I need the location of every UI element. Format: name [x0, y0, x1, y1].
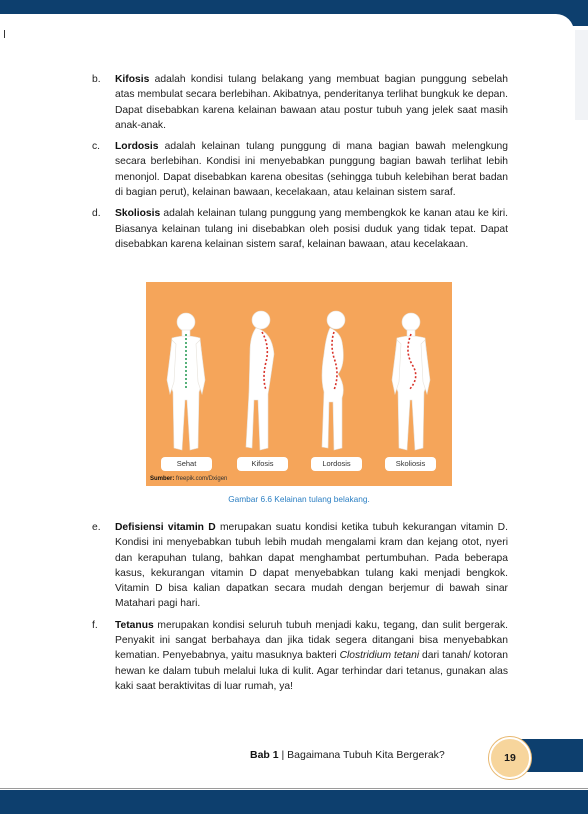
- footer-chapter: Bab 1: [250, 749, 279, 761]
- item-text: [115, 618, 508, 694]
- item-term: Skoliosis: [115, 208, 161, 220]
- list-lower: [92, 520, 508, 700]
- label-kifosis: Kifosis: [237, 457, 288, 471]
- item-term: Lordosis: [115, 141, 159, 153]
- item-body: adalah kelainan tulang punggung yang membengkok ke kanan atau ke kiri. Biasanya kelainan tulang ini disebabkan oleh posisi duduk yang tidak tepat. Dapat disebabkan karena kelainan sistem saraf, kelainan bawaan, atau kecelakaan.: [115, 208, 508, 250]
- figure-source: [150, 476, 227, 482]
- label-sehat: Sehat: [161, 457, 212, 471]
- footer-title: Bagaimana Tubuh Kita Bergerak?: [287, 749, 445, 761]
- body-side-kifosis: [246, 311, 274, 450]
- item-text: [115, 520, 508, 612]
- footer-chapter-title: [250, 749, 445, 761]
- list-item-lordosis: [92, 139, 508, 200]
- spine-figure: [146, 282, 452, 486]
- source-text: freepik.com/Dxigen: [174, 476, 228, 482]
- item-body: merupakan suatu kondisi ketika tubuh kekurangan vitamin D. Kondisi ini menyebabkan tubuh lebih mudah mengalami kram dan kejang otot, nyeri dan kerapuhan tulang, bahkan dapat menghambat pertumbuhan. Pada beberapa kasus, kekurangan vitamin D dapat menyebabkan tulang kaki menjadi bengkok. Vitamin D bisa kalian dapatkan secara mudah dengan berjemur di bawah sinar Matahari pagi hari.: [115, 522, 508, 610]
- source-label: Sumber:: [150, 476, 175, 482]
- item-text: [115, 139, 508, 200]
- item-marker: e.: [92, 522, 101, 533]
- item-marker: f.: [92, 619, 98, 631]
- item-term: Tetanus: [115, 619, 154, 631]
- body-front-sehat: [167, 313, 205, 450]
- label-skoliosis: Skoliosis: [385, 457, 436, 471]
- item-body: adalah kondisi tulang belakang yang membuat bagian punggung sebelah atas membulat secara berlebihan. Akibatnya, penderitanya terlihat bungkuk ke depan. Dapat disebabkan karena kelainan bawaan atau postur tubuh yang jelek saat masih anak-anak.: [115, 74, 508, 131]
- header-card: [0, 14, 574, 44]
- item-body: dari tanah/ kotoran hewan ke dalam tubuh melalui luka di kulit. Agar terhindar dari tetanus, gunakan alas kaki saat beraktivitas di luar rumah, ya!: [115, 650, 508, 692]
- footer-band: [0, 790, 588, 814]
- list-item-tetanus: [92, 618, 508, 694]
- list-item-vitamin-d: [92, 520, 508, 612]
- label-lordosis: Lordosis: [311, 457, 362, 471]
- item-term: Defisiensi vitamin D: [115, 522, 216, 533]
- item-body: adalah kelainan tulang punggung di mana bagian bawah melengkung secara berlebihan. Kondisi ini menyebabkan punggung bagian bawah terlihat lebih menonjol. Dapat disebabkan karena obesitas (sehingga tubuh kelebihan berat badan di bagian perut), kelainan bawaan, kecelakaan, atau kelainan sistem saraf.: [115, 141, 508, 199]
- figure-caption: Gambar 6.6 Kelainan tulang belakang.: [228, 494, 370, 504]
- body-back-skoliosis: [392, 313, 430, 450]
- list-item-skoliosis: [92, 206, 508, 252]
- item-marker: c.: [92, 141, 101, 153]
- item-marker: d.: [92, 208, 101, 220]
- item-body: merupakan kondisi seluruh tubuh menjadi kaku, tegang, dan sulit bergerak. Penyakit ini sangat berbahaya dan jika tidak segera ditangani bisa menyebabkan kematian. Penyebabnya, yaitu masuknya bakteri: [115, 619, 508, 662]
- list-upper: [92, 72, 508, 258]
- page-number: 19: [489, 737, 531, 779]
- item-marker: b.: [92, 74, 101, 85]
- item-italic: Clostridium tetani: [339, 650, 420, 662]
- spine-illustration: [146, 282, 452, 486]
- footer-separator: |: [278, 749, 288, 761]
- page-edge-strip: [575, 30, 588, 120]
- item-text: [115, 72, 508, 133]
- crop-mark: [4, 30, 5, 38]
- item-term: Kifosis: [115, 74, 150, 85]
- footer-rule: [0, 788, 588, 789]
- item-text: [115, 206, 508, 252]
- list-item-kifosis: [92, 72, 508, 133]
